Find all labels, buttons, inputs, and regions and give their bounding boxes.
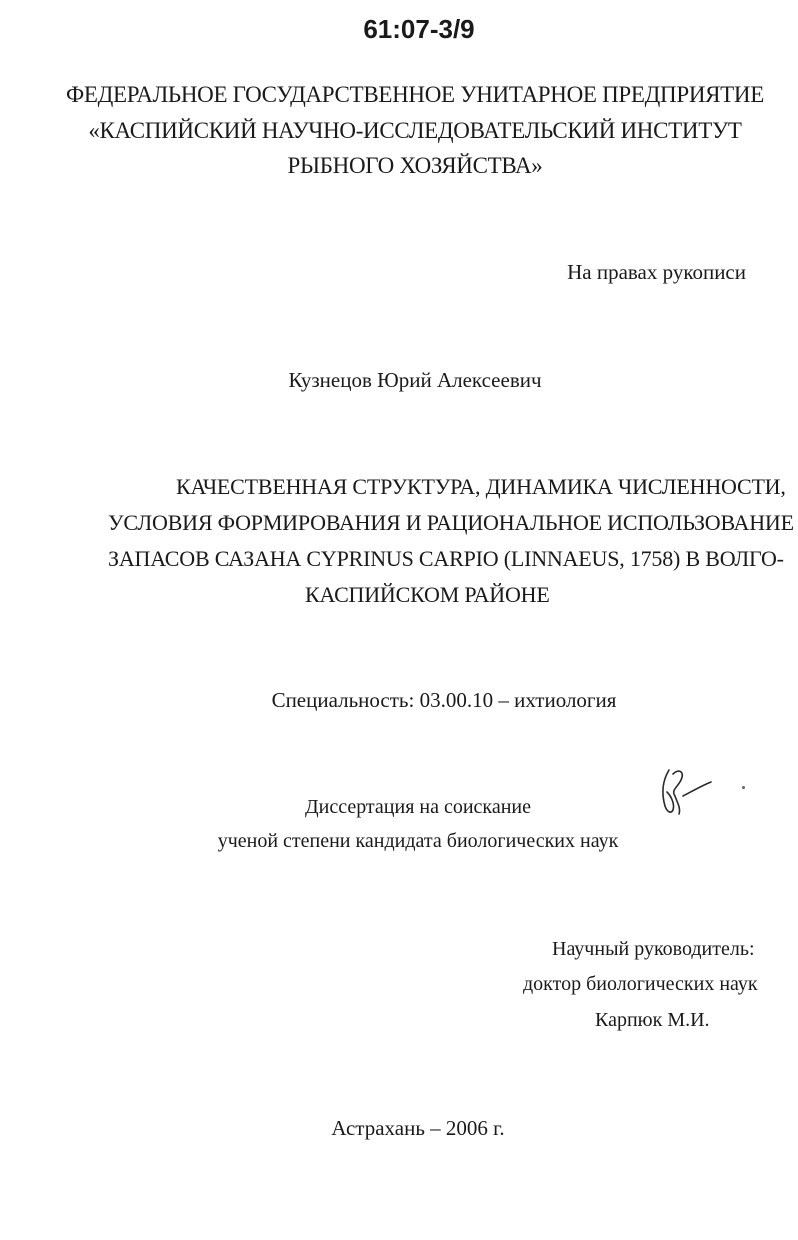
supervisor-name: Карпюк М.И. <box>595 1009 710 1031</box>
organization-line-2: «КАСПИЙСКИЙ НАУЧНО-ИССЛЕДОВАТЕЛЬСКИЙ ИНСТИТУТ <box>88 118 742 143</box>
thesis-title-line-3: ЗАПАСОВ САЗАНА CYPRINUS CARPIO (LINNAEUS, 1758) В ВОЛГО- <box>108 546 784 571</box>
thesis-title-line-4: КАСПИЙСКОМ РАЙОНЕ <box>305 582 550 607</box>
ink-dot <box>742 786 745 789</box>
dissertation-line-1: Диссертация на соискание <box>304 796 532 818</box>
place-and-year: Астрахань – 2006 г. <box>331 1116 505 1140</box>
specialty-line: Специальность: 03.00.10 – ихтиология <box>271 688 617 712</box>
thesis-title-line-2: УСЛОВИЯ ФОРМИРОВАНИЯ И РАЦИОНАЛЬНОЕ ИСПОЛЬЗОВАНИЕ <box>108 510 794 535</box>
catalog-code-stamp: 61:07-3/9 <box>363 14 475 44</box>
manuscript-rights-note: На правах рукописи <box>567 260 746 284</box>
dissertation-line-2: ученой степени кандидата биологических наук <box>217 830 619 852</box>
organization-line-3: РЫБНОГО ХОЗЯЙСТВА» <box>287 153 543 178</box>
thesis-title-line-1: КАЧЕСТВЕННАЯ СТРУКТУРА, ДИНАМИКА ЧИСЛЕННОСТИ, <box>176 474 786 499</box>
organization-line-1: ФЕДЕРАЛЬНОЕ ГОСУДАРСТВЕННОЕ УНИТАРНОЕ ПРЕДПРИЯТИЕ <box>66 82 764 107</box>
supervisor-label: Научный руководитель: <box>552 938 755 960</box>
author-name: Кузнецов Юрий Алексеевич <box>288 368 542 392</box>
supervisor-degree: доктор биологических наук <box>523 973 758 995</box>
